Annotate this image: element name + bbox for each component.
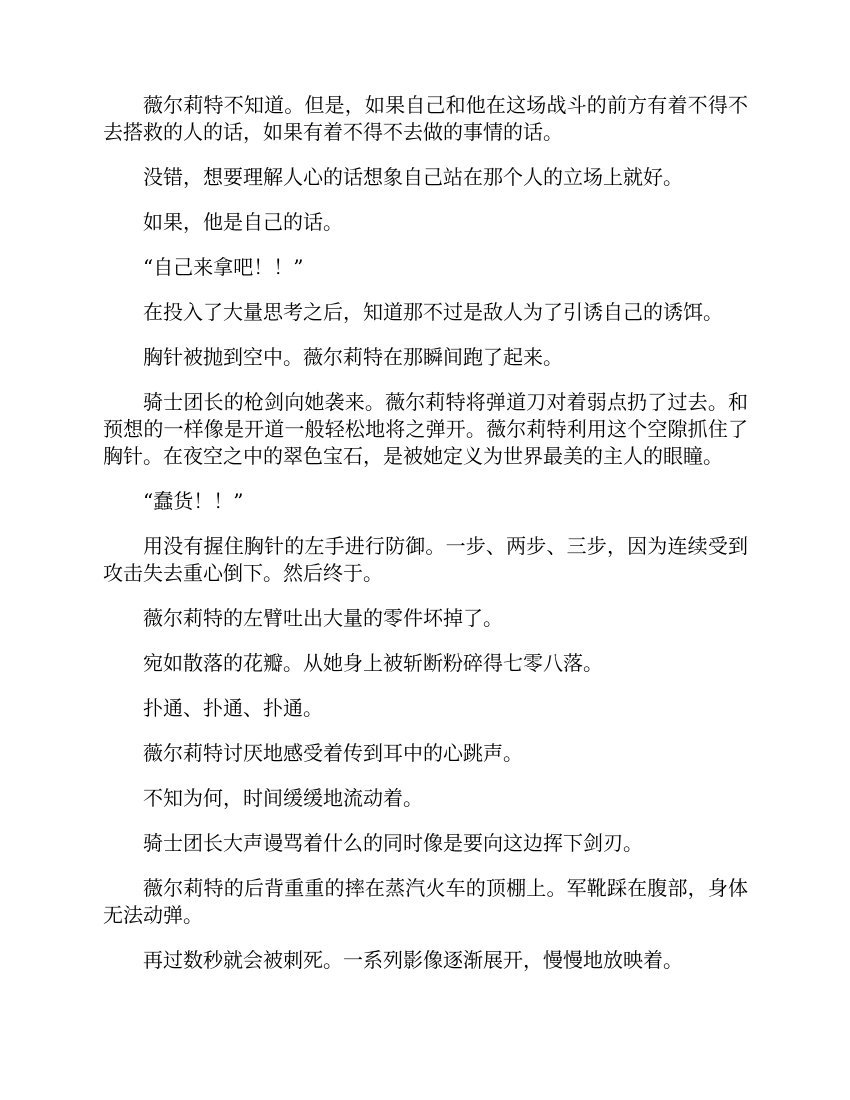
paragraph: 骑士团长的枪剑向她袭来。薇尔莉特将弹道刀对着弱点扔了过去。和预想的一样像是开道一般轻松地将之弹开。薇尔莉特利用这个空隙抓住了胸针。在夜空之中的翠色宝石，是被她定义为世界最美的主人的眼瞳。 — [103, 390, 748, 468]
paragraph: 胸针被抛到空中。薇尔莉特在那瞬间跑了起来。 — [143, 345, 563, 369]
paragraph: 骑士团长大声谩骂着什么的同时像是要向这边挥下剑刃。 — [143, 831, 643, 855]
paragraph: 薇尔莉特不知道。但是，如果自己和他在这场战斗的前方有着不得不去搭救的人的话，如果有着不得不去做的事情的话。 — [103, 93, 748, 144]
dialogue-line: “自己来拿吧！！” — [143, 255, 304, 279]
dialogue-line: “蠢货！！” — [143, 489, 244, 513]
paragraph: 薇尔莉特讨厌地感受着传到耳中的心跳声。 — [143, 741, 523, 765]
paragraph: 不知为何，时间缓缓地流动着。 — [143, 786, 423, 810]
paragraph: 薇尔莉特的后背重重的摔在蒸汽火车的顶棚上。军靴踩在腹部，身体无法动弹。 — [103, 876, 748, 927]
paragraph: 扑通、扑通、扑通。 — [143, 696, 323, 720]
document-page — [103, 92, 748, 992]
paragraph: 用没有握住胸针的左手进行防御。一步、两步、三步，因为连续受到攻击失去重心倒下。然后终于。 — [103, 534, 748, 585]
paragraph: 在投入了大量思考之后，知道那不过是敌人为了引诱自己的诱饵。 — [143, 300, 723, 324]
paragraph: 薇尔莉特的左臂吐出大量的零件坏掉了。 — [143, 606, 503, 630]
paragraph: 再过数秒就会被刺死。一系列影像逐渐展开，慢慢地放映着。 — [143, 948, 683, 972]
paragraph: 如果，他是自己的话。 — [143, 210, 343, 234]
paragraph: 宛如散落的花瓣。从她身上被斩断粉碎得七零八落。 — [143, 651, 603, 675]
paragraph: 没错，想要理解人心的话想象自己站在那个人的立场上就好。 — [143, 165, 683, 189]
